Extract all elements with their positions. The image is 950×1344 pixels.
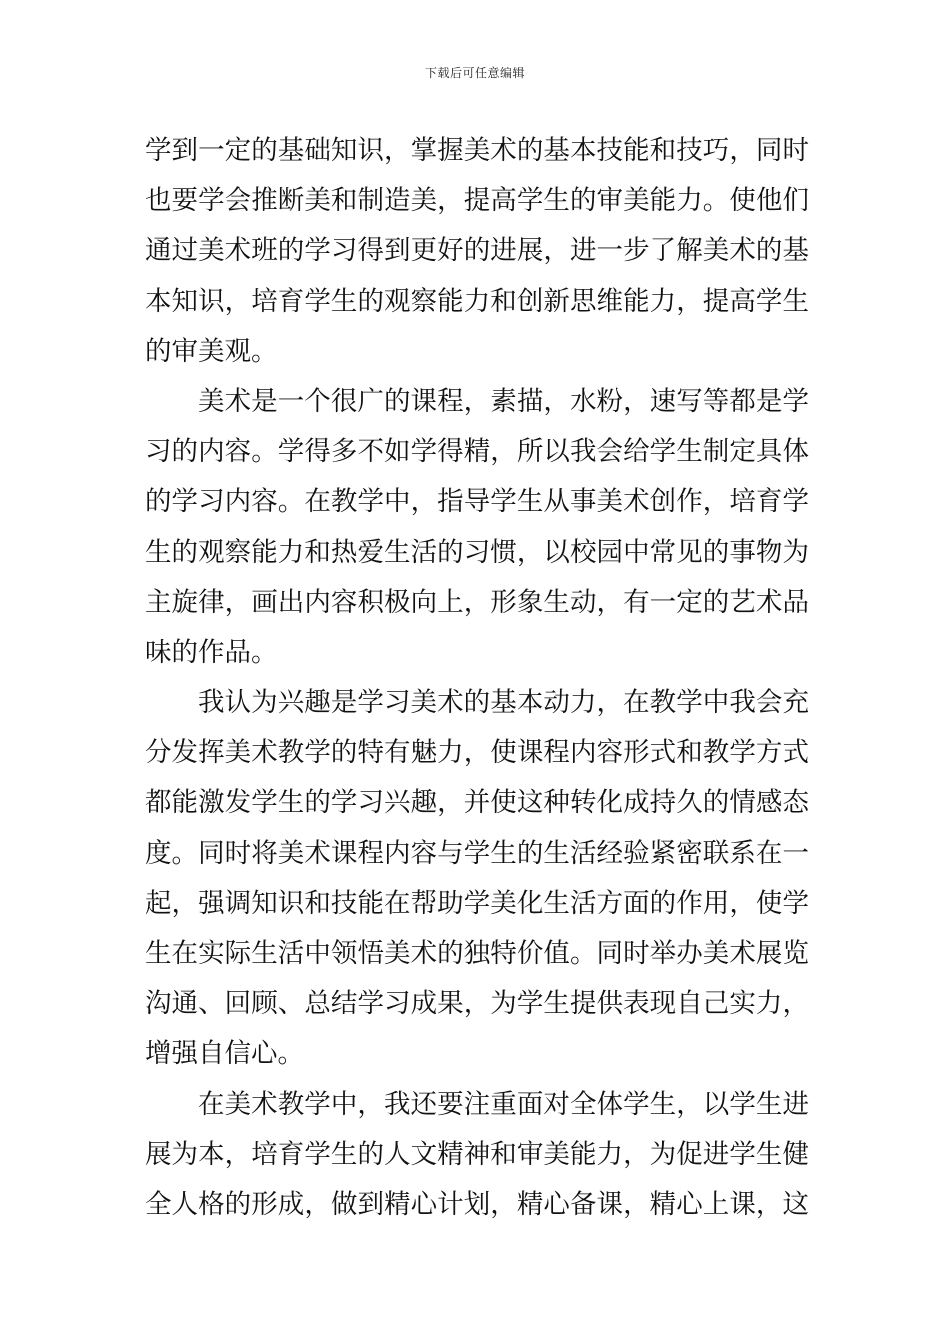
- text-line: 全人格的形成，做到精心计划，精心备课，精心上课，这: [145, 1188, 809, 1220]
- text-line: 生在实际生活中领悟美术的独特价值。同时举办美术展览: [145, 938, 809, 969]
- text-line: 的学习内容。在教学中，指导学生从事美术创作，培育学: [145, 486, 809, 518]
- text-line: 也要学会推断美和制造美，提高学生的审美能力。使他们: [145, 185, 809, 217]
- text-line: 分发挥美术教学的特有魅力，使课程内容形式和教学方式: [145, 737, 809, 769]
- text-line: 都能激发学生的学习兴趣，并使这种转化成持久的情感态: [145, 787, 809, 819]
- text-line: 在美术教学中，我还要注重面对全体学生，以学生进: [198, 1088, 809, 1120]
- text-line: 味的作品。: [145, 636, 278, 668]
- text-line: 起，强调知识和技能在帮助学美化生活方面的作用，使学: [145, 887, 809, 919]
- text-line: 习的内容。学得多不如学得精，所以我会给学生制定具体: [145, 436, 809, 468]
- header-note: 下载后可任意编辑: [424, 66, 525, 80]
- text-line: 的审美观。: [145, 335, 278, 367]
- text-line: 度。同时将美术课程内容与学生的生活经验紧密联系在一: [145, 837, 809, 869]
- text-line: 我认为兴趣是学习美术的基本动力，在教学中我会充: [198, 687, 809, 719]
- text-line: 沟通、回顾、总结学习成果，为学生提供表现自己实力，: [145, 988, 809, 1020]
- text-line: 美术是一个很广的课程，素描，水粉，速写等都是学: [198, 385, 809, 417]
- body-text: [145, 126, 809, 1230]
- text-line: 增强自信心。: [145, 1038, 304, 1070]
- text-line: 展为本，培育学生的人文精神和审美能力，为促进学生健: [145, 1138, 809, 1170]
- text-line: 生的观察能力和热爱生活的习惯，以校园中常见的事物为: [145, 536, 809, 568]
- text-line: 主旋律，画出内容积极向上，形象生动，有一定的艺术品: [145, 586, 809, 618]
- text-line: 通过美术班的学习得到更好的进展，进一步了解美术的基: [145, 235, 809, 267]
- text-line: 学到一定的基础知识，掌握美术的基本技能和技巧，同时: [145, 135, 809, 166]
- text-line: 本知识，培育学生的观察能力和创新思维能力，提高学生: [145, 285, 809, 317]
